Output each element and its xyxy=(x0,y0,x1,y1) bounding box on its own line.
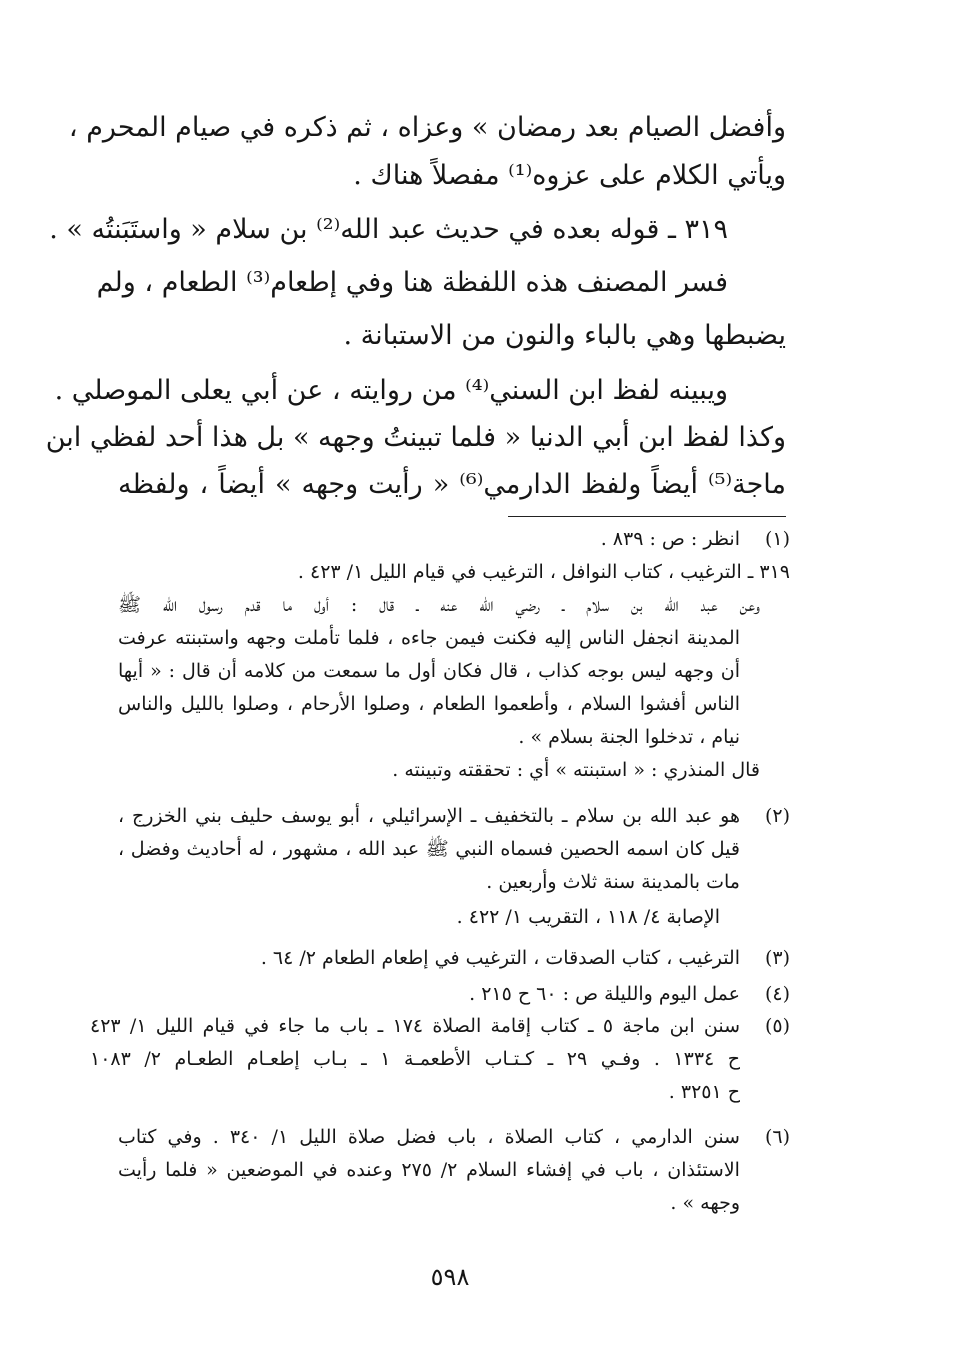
main-text-line-5: يضبطها وهي بالباء والنون من الاستبانة . xyxy=(343,320,786,351)
footnote-5-line-2: ح ١٣٣٤ . وفـي ٢٩ ـ كـتـاب الأطعمـة ١ ـ بـاب إطعـام الطعـام ٢/ ١٠٨٣ xyxy=(90,1048,741,1070)
main-text-line-7: وكذا لفظ ابن أبي الدنيا « فلما تبينتُ وجهه » بل هذا أحد لفظي ابن xyxy=(45,422,786,453)
footnote-4-marker: (٤) xyxy=(764,983,790,1005)
footnote-6-line-3: وجهه » . xyxy=(670,1192,740,1214)
footnote-6-line-2: الاستئذان ، باب في إفشاء السلام ٢/ ٢٧٥ وعنده في الموضعين « فلما رأيت xyxy=(118,1159,740,1181)
footnote-2-line-3: مات بالمدينة سنة ثلاث وأربعين . xyxy=(486,871,740,893)
footnote-5-marker: (٥) xyxy=(764,1015,790,1037)
footnote-5-line-1: سنن ابن ماجة ٥ ـ كتاب إقامة الصلاة ١٧٤ ـ باب ما جاء في قيام الليل ١/ ٤٢٣ xyxy=(90,1015,740,1037)
main-text-line-3: ٣١٩ ـ قوله بعده في حديث عبد الله⁽²⁾ بن سلام « واستَبَنتُه » . xyxy=(49,214,728,245)
main-text-line-2: ويأتي الكلام على عزوه⁽¹⁾ مفصلاً هناك . xyxy=(353,160,786,191)
footnote-3-marker: (٣) xyxy=(764,947,790,969)
footnote-1-marker: (١) xyxy=(764,528,790,550)
footnote-4-line: عمل اليوم والليلة ص : ٦٠ ح ٢١٥ . xyxy=(469,983,740,1005)
footnote-319-line-1: ٣١٩ ـ الترغيب ، كتاب النوافل ، الترغيب في قيام الليل ١/ ٤٢٣ . xyxy=(297,561,790,583)
footnote-319-line-5: الناس أفشوا السلام ، وأطعموا الطعام ، وصلوا الأرحام ، وصلوا بالليل والناس xyxy=(118,693,740,715)
footnote-6-line-1: سنن الدارمي ، كتاب الصلاة ، باب فضل صلاة الليل ١/ ٣٤٠ . وفي كتاب xyxy=(118,1126,740,1148)
main-text-line-4: فسر المصنف هذه اللفظة هنا وفي إطعام⁽³⁾ الطعام ، ولم xyxy=(96,267,728,298)
footnote-2-line-4: الإصابة ٤/ ١١٨ ، التقريب ١/ ٤٢٢ . xyxy=(456,906,720,928)
footnote-319-line-7: قال المنذري : « استبنته » أي : تحققته وتبينته . xyxy=(392,759,760,781)
footnote-3-line: الترغيب ، كتاب الصدقات ، الترغيب في إطعام الطعام ٢/ ٦٤ . xyxy=(260,947,740,969)
footnote-1-line: انظر : ص : ٨٣٩ . xyxy=(600,528,740,550)
main-text-line-6: ويبينه لفظ ابن السني⁽⁴⁾ من روايته ، عن أبي يعلى الموصلي . xyxy=(54,375,728,406)
footnote-2-line-1: هو عبد الله بن سلام ـ بالتخفيف ـ الإسرائيلي ، أبو يوسف حليف بني الخزرج ، xyxy=(118,805,740,827)
footnote-2-marker: (٢) xyxy=(764,805,790,827)
footnote-319-line-3: المدينة انجفل الناس إليه فكنت فيمن جاءه ، فلما تأملت وجهه واستبنته عرفت xyxy=(118,627,740,649)
footnote-5-line-3: ح ٣٢٥١ . xyxy=(668,1081,740,1103)
footnote-319-line-6: نيام ، تدخلوا الجنة بسلام » . xyxy=(518,726,740,748)
footnote-separator xyxy=(508,516,786,517)
main-text-line-1: وأفضل الصيام بعد رمضان » وعزاه ، ثم ذكره في صيام المحرم ، xyxy=(68,112,786,143)
page-number: ٥٩٨ xyxy=(430,1263,470,1291)
footnote-319-line-4: أن وجهه ليس بوجه كذاب ، قال فكان أول ما سمعت من كلامه أن قال : « أيها xyxy=(118,660,740,682)
main-text-line-8: ماجة⁽⁵⁾ أيضاً ولفظ الدارمي⁽⁶⁾ « رأيت وجهه » أيضاً ، ولفظه xyxy=(118,469,786,500)
footnote-2-line-2: قيل كان اسمه الحصين فسماه النبي ﷺ عبد الله ، مشهور ، له أحاديث وفضل ، xyxy=(118,838,740,860)
footnote-6-marker: (٦) xyxy=(764,1126,790,1148)
footnote-319-line-2: وعن عبد الله بن سلام ـ رضي الله عنه ـ قال : أول ما قدم رسول الله ﷺ xyxy=(118,594,760,616)
